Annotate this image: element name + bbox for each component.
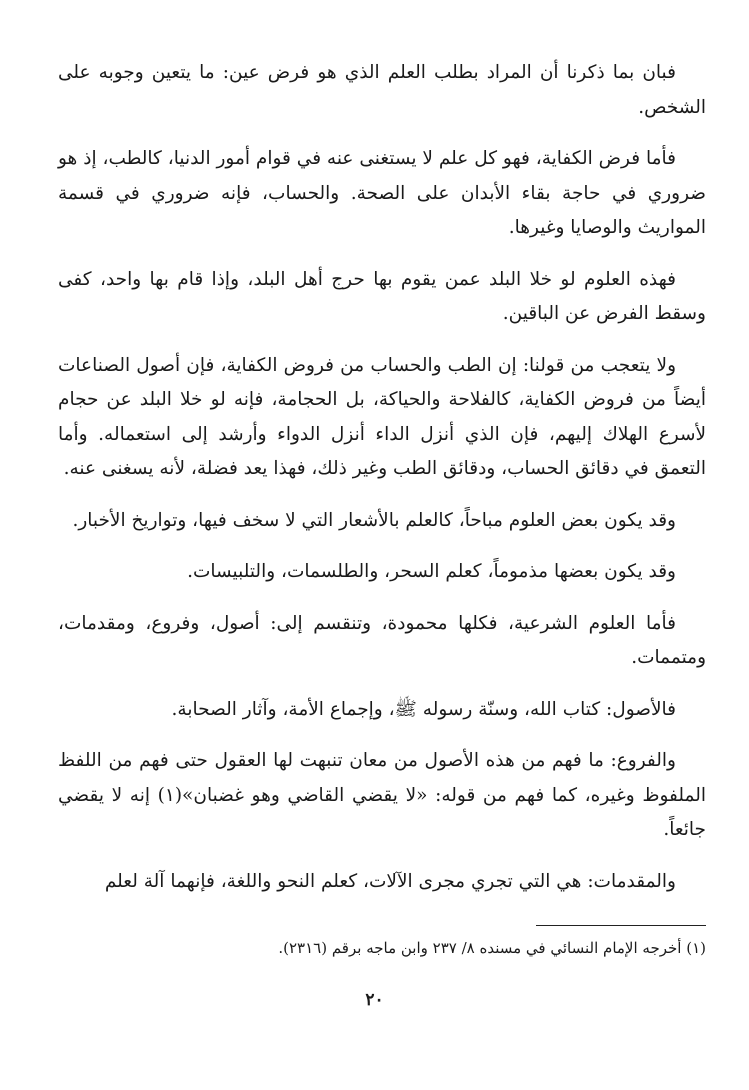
- paragraph-town-sciences: فهذه العلوم لو خلا البلد عمن يقوم بها حرج أهل البلد، وإذا قام بها واحد، كفى وسقط الفرض عن الباقين.: [58, 268, 706, 324]
- paragraph-blameworthy-sciences: وقد يكون بعضها مذموماً، كعلم السحر، والطلسمات، والتلبيسات.: [187, 561, 676, 582]
- paragraph-medicine-arithmetic: ولا يتعجب من قولنا: إن الطب والحساب من فروض الكفاية، فإن أصول الصناعات أيضاً من فروض الكفاية، كالفلاحة والحياكة، بل الحجامة، فإنه لو خلا البلد عن حجام لأسرع الهلاك إليهم، فإن الذي أنزل الداء أنزل الدواء وأرشد إلى استعماله. وأما التعمق في دقائق الحساب، ودقائق الطب وغير ذلك، فهذا يعد فضلة، لأنه يسغنى عنه.: [58, 354, 706, 479]
- paragraph-muqaddimat: والمقدمات: هي التي تجري مجرى الآلات، كعلم النحو واللغة، فإنهما آلة لعلم: [104, 870, 676, 892]
- paragraph-fard-ayn: فبان بما ذكرنا أن المراد بطلب العلم الذي هو فرض عين: ما يتعين وجوبه على الشخص.: [58, 62, 706, 118]
- paragraph-usul: فالأصول: كتاب الله، وسنّة رسوله ﷺ، وإجماع الأمة، وآثار الصحابة.: [171, 698, 676, 720]
- paragraph-fard-kifaya: فأما فرض الكفاية، فهو كل علم لا يستغنى عنه في قوام أمور الدنيا، كالطب، إذ هو ضروري في حاجة بقاء الأبدان على الصحة. والحساب، فإنه ضروري في قسمة المواريث والوصايا وغيرها.: [58, 148, 706, 238]
- paragraph-permissible-sciences: وقد يكون بعض العلوم مباحاً، كالعلم بالأشعار التي لا سخف فيها، وتواريخ الأخبار.: [72, 509, 676, 531]
- page-number: ٢٠: [365, 990, 384, 1010]
- paragraph-sharia-sciences: فأما العلوم الشرعية، فكلها محمودة، وتنقسم إلى: أصول، وفروع، ومقدمات، ومتممات.: [58, 612, 706, 668]
- footnote-divider: [536, 925, 706, 926]
- paragraph-furu: والفروع: ما فهم من هذه الأصول من معان تنبهت لها العقول حتى فهم من اللفظ الملفوظ وغيره، كما فهم من قوله: «لا يقضي القاضي وهو غضبان»(١) إنه لا يقضي جائعاً.: [58, 750, 706, 840]
- page-body: [58, 56, 706, 916]
- footnote: (١) أخرجه الإمام النسائي في مسنده ٨/ ٢٣٧ وابن ماجه برقم (٢٣١٦).: [278, 939, 706, 957]
